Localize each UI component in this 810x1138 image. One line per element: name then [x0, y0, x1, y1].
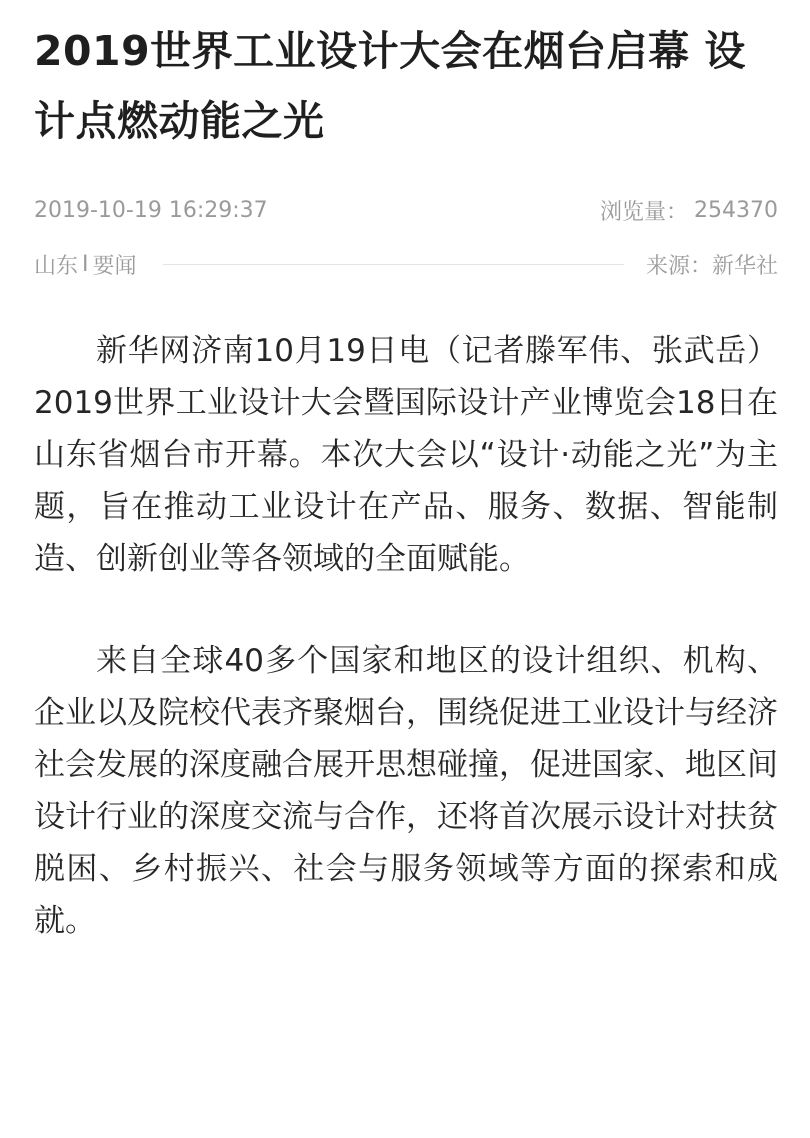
publish-datetime: 2019-10-19 16:29:37 — [34, 197, 268, 223]
views-value: 254370 — [694, 197, 778, 223]
article-body — [34, 325, 778, 947]
view-count — [600, 195, 778, 226]
divider-line — [163, 264, 624, 265]
article-paragraph: 新华网济南10月19日电（记者滕军伟、张武岳）2019世界工业设计大会暨国际设计产业博览会18日在山东省烟台市开幕。本次大会以“设计·动能之光”为主题，旨在推动工业设计在产品、服务、数据、智能制造、创新创业等各领域的全面赋能。 — [34, 333, 778, 577]
breadcrumb-separator: I — [82, 251, 89, 277]
article — [34, 0, 778, 947]
category-breadcrumb — [34, 249, 137, 280]
views-label: 浏览量： — [600, 199, 689, 225]
region-label[interactable]: 山东 — [34, 253, 79, 279]
article-title: 2019世界工业设计大会在烟台启幕 设计点燃动能之光 — [34, 27, 746, 145]
source-name: 新华社 — [711, 253, 778, 279]
category-label[interactable]: 要闻 — [92, 253, 137, 279]
article-source-row — [34, 249, 778, 279]
source-label: 来源： — [645, 253, 712, 279]
article-meta-row — [34, 195, 778, 225]
article-paragraph: 来自全球40多个国家和地区的设计组织、机构、企业以及院校代表齐聚烟台，围绕促进工业设计与经济社会发展的深度融合展开思想碰撞，促进国家、地区间设计行业的深度交流与合作，还将首次展示设计对扶贫脱困、乡村振兴、社会与服务领域等方面的探索和成就。 — [34, 643, 778, 939]
article-source — [646, 249, 778, 280]
